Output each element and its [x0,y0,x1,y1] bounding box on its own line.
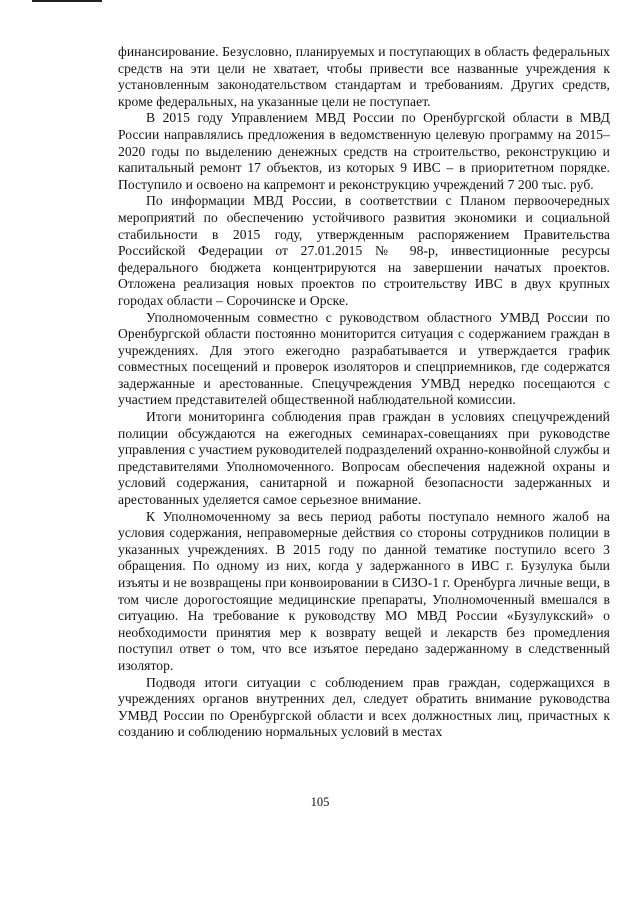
paragraph-seminars: Итоги мониторинга соблюдения прав граждан в условиях спецучреждений полиции обсуждаются на ежегодных семинарах-совещаниях при руководстве управления с участием руководителей подразделений охранно-конвойной службы и представителями Уполномоченного. Вопросам обеспечения надежной охраны и условий содержания, санитарной и пожарной безопасности задержанных и арестованных уделяется самое серьезное внимание. [118,409,610,508]
paragraph-monitoring: Уполномоченным совместно с руководством областного УМВД России по Оренбургской области постоянно мониторится ситуация с содержанием граждан в учреждениях. Для этого ежегодно разрабатывается и утверждается график совместных посещений и проверок изоляторов и спецприемников, где содержатся задержанные и арестованные. Спецучреждения УМВД нередко посещаются с участием представителей общественной наблюдательной комиссии. [118,309,610,408]
document-page [118,44,610,741]
page-number: 105 [310,795,330,809]
paragraph-government-plan: По информации МВД России, в соответствии с Планом первоочередных мероприятий по обеспечению устойчивого развития экономики и социальной стабильности в 2015 году, утвержденным распоряжением Правительства Российской Федерации от 27.01.2015 № 98-р, инвестиционные ресурсы федерального бюджета концентрируются на завершении начатых проектов. Отложена реализация новых проектов по строительству ИВС в двух крупных городах области – Сорочинске и Орске. [118,193,610,308]
paragraph-funding-continuation: финансирование. Безусловно, планируемых и поступающих в область федеральных средств на эти цели не хватает, чтобы привести все названные учреждения к установленным законодательством стандартам и требованиям. Других средств, кроме федеральных, на указанные цели не поступает. [118,44,610,109]
paragraph-conclusion: Подводя итоги ситуации с соблюдением прав граждан, содержащихся в учреждениях органов внутренних дел, следует обратить внимание руководства УМВД России по Оренбургской области и всех должностных лиц, причастных к созданию и соблюдению нормальных условий в местах [118,674,610,740]
paragraph-complaints: К Уполномоченному за весь период работы поступало немного жалоб на условия содержания, неправомерные действия со стороны сотрудников полиции в указанных учреждениях. В 2015 году по данной тематике поступило всего 3 обращения. По одному из них, когда у задержанного в ИВС г. Бузулука были изъяты и не возвращены при конвоировании в СИЗО-1 г. Оренбурга личные вещи, в том числе дорогостоящие медицинские препараты, Уполномоченный вмешался в ситуацию. На требование к руководству МО МВД России «Бузулукский» о необходимости принятия мер к возврату вещей и лекарств без промедления поступил ответ о том, что все изъятое передано задержанному в следственный изолятор. [118,508,610,673]
paragraph-federal-program: В 2015 году Управлением МВД России по Оренбургской области в МВД России направлялись предложения в ведомственную целевую программу на 2015–2020 годы по выделению денежных средств на строительство, реконструкцию и капитальный ремонт 17 объектов, из которых 9 ИВС – в приоритетном порядке. Поступило и освоено на капремонт и реконструкцию учреждений 7 200 тыс. руб. [118,110,610,192]
header-rule [32,0,102,2]
